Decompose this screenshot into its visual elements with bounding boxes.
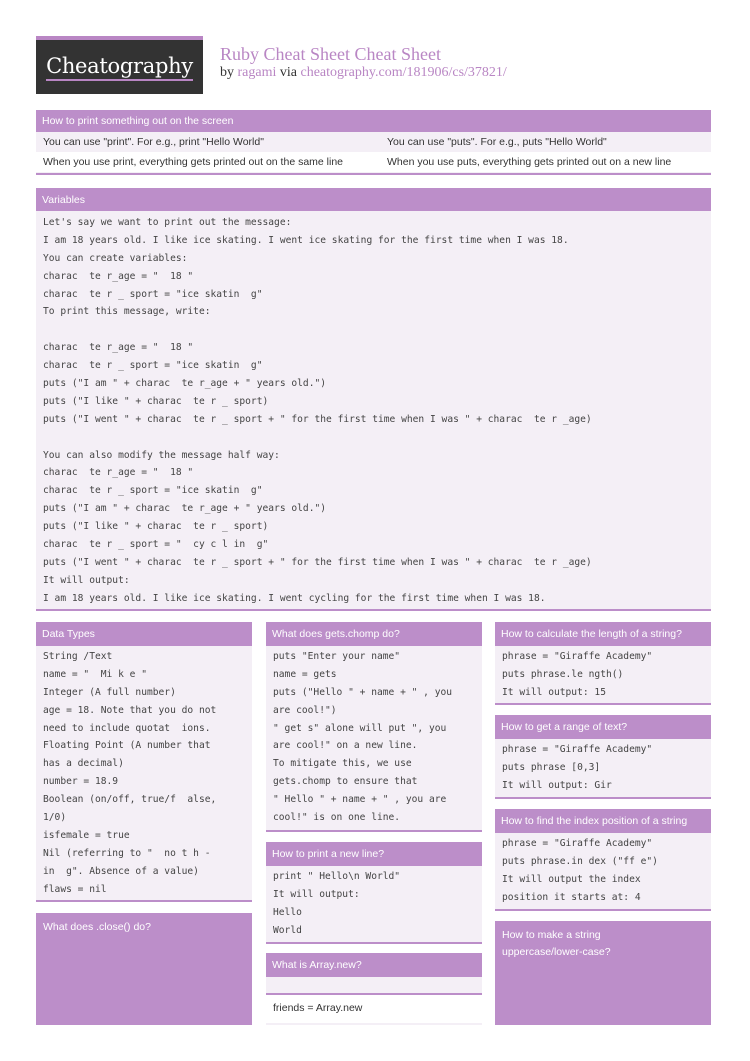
data-types-title: Data Types [36, 622, 252, 646]
data-types-code [36, 646, 252, 898]
code-line: phrase = "Giraffe Academy" [502, 651, 653, 662]
code-line: puts phrase.in dex ("ff e") [502, 855, 658, 867]
code-line: puts ("I went " + charac te r _ sport + " for the first time when I was " + charac te r _age) [43, 413, 592, 425]
code-line: in g". Absence of a value) [43, 865, 199, 877]
code-line: charac te r_age = " 18 " [43, 467, 194, 479]
code-line: " get s" alone will put ", you [273, 722, 447, 734]
code-line: You can also modify the message half way: [43, 449, 280, 461]
variables-title: Variables [36, 188, 711, 211]
code-line: It will output: 15 [502, 686, 606, 698]
code-line: gets.chomp to ensure that [273, 776, 418, 788]
code-line: String /Text [43, 651, 113, 662]
code-line: charac te r _ sport = "ice skatin g" [43, 360, 263, 372]
puts-cell: When you use puts, everything gets printed out on a new line [387, 156, 672, 168]
code-line: Boolean (on/off, true/f alse, [43, 794, 217, 806]
code-line: are cool!") [273, 704, 337, 716]
variables-section [36, 188, 711, 611]
code-line: World [273, 924, 302, 936]
code-line: puts phrase [0,3] [502, 761, 601, 773]
code-line: puts "Enter your name" [273, 651, 401, 662]
code-line: puts ("I went " + charac te r _ sport + " for the first time when I was " + charac te r _age) [43, 556, 592, 568]
newline-code [266, 866, 482, 940]
code-line: To mitigate this, we use [273, 758, 412, 770]
code-line: name = gets [273, 668, 337, 680]
code-line: puts ("I am " + charac te r_age + " years old.") [43, 503, 327, 515]
print-cell: You can use "print". For e.g., print "Hello World" [43, 136, 264, 148]
code-line: position it starts at: 4 [502, 891, 641, 903]
case-section-title: How to make a string uppercase/lower-case? [502, 929, 611, 958]
code-line: number = 18.9 [43, 776, 119, 788]
code-line: I am 18 years old. I like ice skating. I went cycling for the first time when I was 18. [43, 592, 546, 604]
puts-cell: You can use "puts". For e.g., puts "Hello World" [387, 136, 607, 148]
array-new-text: friends = Array.new [266, 995, 482, 1023]
code-line: puts phrase.le ngth() [502, 668, 624, 680]
code-line: " Hello " + name + " , you are [273, 794, 447, 806]
chomp-code [266, 646, 482, 827]
code-line: Integer (A full number) [43, 686, 176, 698]
newline-title: How to print a new line? [266, 842, 482, 866]
array-new-spacer [266, 977, 482, 995]
code-line: charac te r_age = " 18 " [43, 342, 194, 354]
range-section [495, 715, 711, 799]
print-row [36, 152, 711, 172]
variables-code [36, 211, 711, 608]
array-new-title: What is Array.new? [266, 953, 482, 977]
code-line: I am 18 years old. I like ice skating. I went ice skating for the first time when I was 18. [43, 234, 569, 246]
code-line [43, 429, 704, 447]
code-line: print " Hello\n World" [273, 871, 401, 882]
length-title: How to calculate the length of a string? [495, 622, 711, 646]
print-section [36, 110, 711, 175]
byline-via: via [279, 65, 297, 80]
code-line: has a decimal) [43, 758, 124, 770]
code-line: name = " Mi k e " [43, 668, 147, 680]
index-code [495, 833, 711, 907]
code-line: charac te r _ sport = "ice skatin g" [43, 288, 263, 300]
print-row [36, 132, 711, 152]
code-line: Hello [273, 906, 302, 918]
code-line: It will output: [43, 574, 130, 586]
data-types-section [36, 622, 252, 902]
code-line: charac te r _ sport = "ice skatin g" [43, 485, 263, 497]
code-line [43, 321, 704, 339]
code-line: cool!" is on one line. [273, 812, 401, 824]
chomp-section [266, 622, 482, 832]
code-line: charac te r _ sport = " cy c l in g" [43, 539, 269, 551]
code-line: puts ("I like " + charac te r _ sport) [43, 395, 269, 407]
author-link[interactable]: ragami [237, 65, 277, 80]
code-line: flaws = nil [43, 883, 107, 895]
code-line: To print this message, write: [43, 306, 211, 318]
newline-section [266, 842, 482, 944]
array-new-section [266, 953, 482, 1025]
index-title: How to find the index position of a string [495, 809, 711, 833]
code-line: Let's say we want to print out the message: [43, 217, 292, 228]
code-line: Floating Point (A number that [43, 740, 211, 752]
page-title: Ruby Cheat Sheet Cheat Sheet [220, 44, 441, 64]
code-line: age = 18. Note that you do not [43, 704, 217, 716]
code-line: isfemale = true [43, 829, 130, 841]
code-line: puts ("I am " + charac te r_age + " years old.") [43, 378, 327, 390]
code-line: You can create variables: [43, 252, 188, 264]
code-line: need to include quotat ions. [43, 722, 211, 734]
code-line: 1/0) [43, 812, 67, 824]
byline-by: by [220, 65, 234, 80]
range-title: How to get a range of text? [495, 715, 711, 739]
index-section [495, 809, 711, 911]
code-line: puts ("Hello " + name + " , you [273, 686, 453, 698]
length-section [495, 622, 711, 705]
code-line: puts ("I like " + charac te r _ sport) [43, 521, 269, 533]
close-section [36, 913, 252, 1025]
code-line: phrase = "Giraffe Academy" [502, 838, 653, 849]
code-line: charac te r_age = " 18 " [43, 270, 194, 282]
cheatography-logo[interactable] [36, 36, 203, 94]
range-code [495, 739, 711, 795]
print-section-title: How to print something out on the screen [36, 110, 711, 132]
code-line: It will output: [273, 888, 360, 900]
code-line: are cool!" on a new line. [273, 740, 418, 752]
logo-text: Cheatography [46, 54, 193, 81]
case-section [495, 921, 711, 1025]
chomp-title: What does gets.chomp do? [266, 622, 482, 646]
code-line: It will output the index [502, 873, 641, 885]
print-cell: When you use print, everything gets printed out on the same line [43, 156, 344, 168]
code-line: phrase = "Giraffe Academy" [502, 744, 653, 755]
close-section-title: What does .close() do? [43, 921, 151, 933]
byline [220, 65, 507, 81]
code-line: It will output: Gir [502, 779, 612, 791]
sheet-url-link[interactable]: cheatography.com/181906/cs/37821/ [300, 65, 507, 80]
code-line: Nil (referring to " no t h - [43, 847, 211, 859]
length-code [495, 646, 711, 702]
